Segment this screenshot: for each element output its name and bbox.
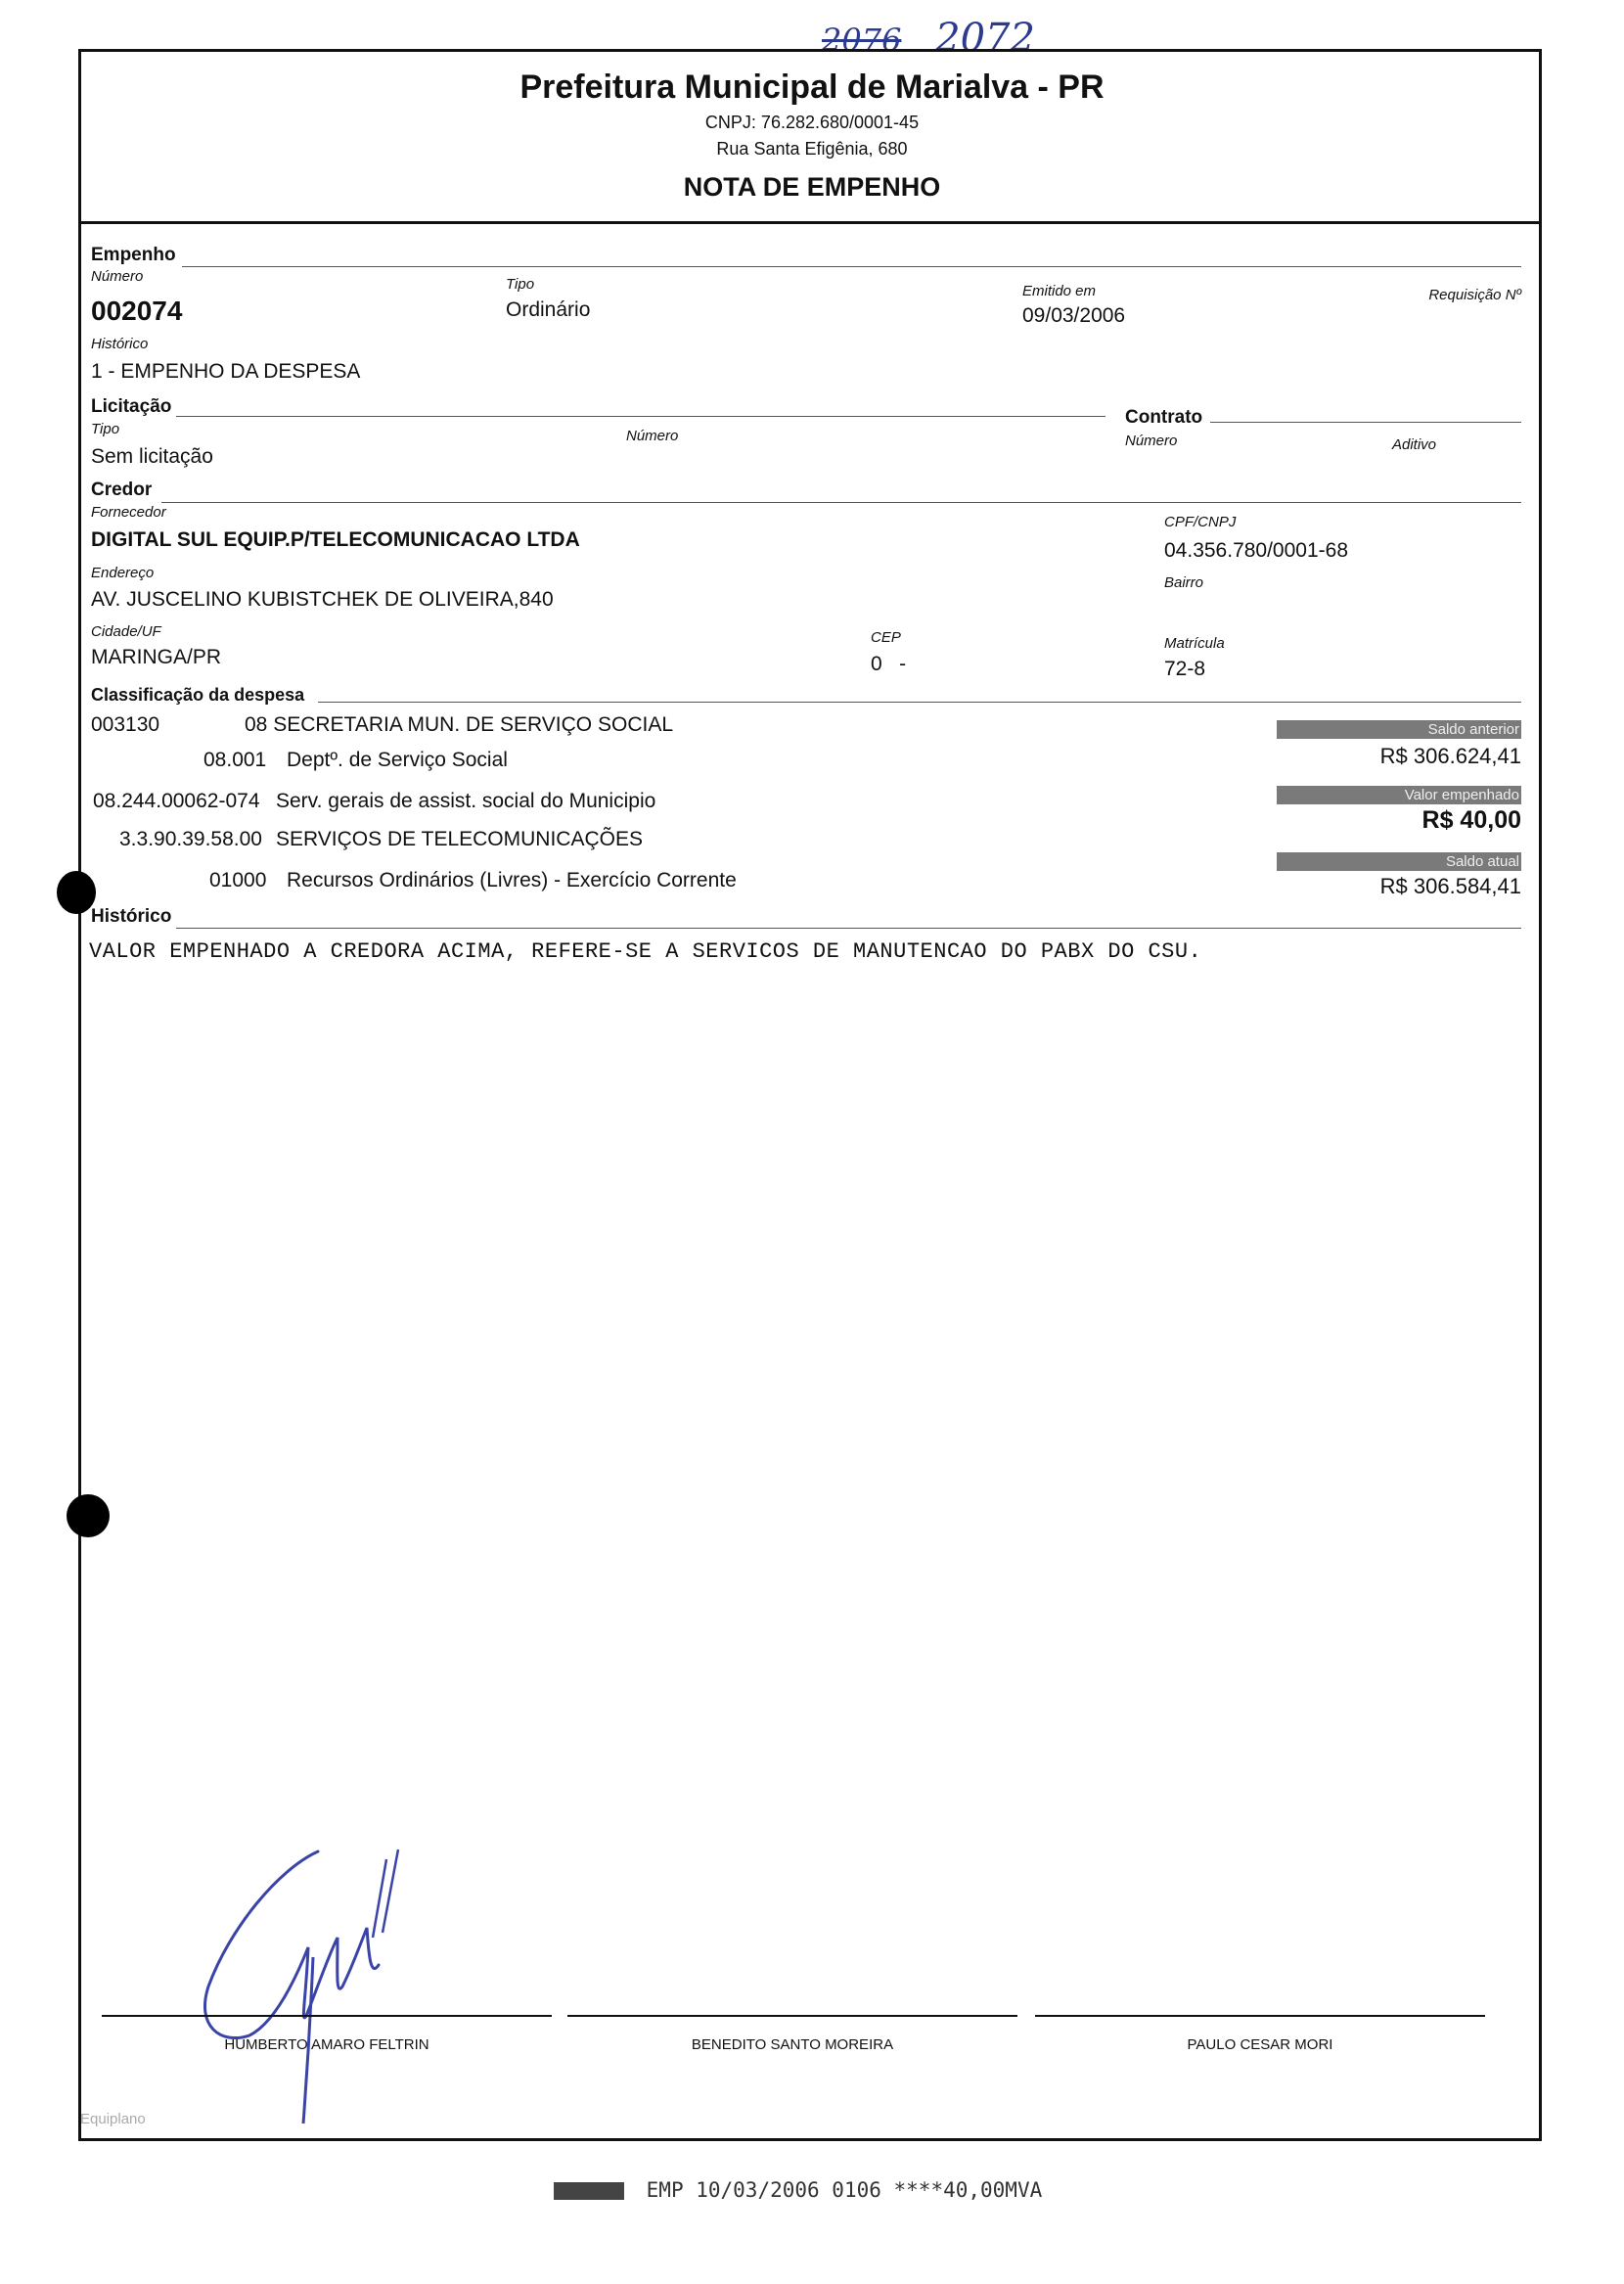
saldo-atual-value: R$ 306.584,41	[1379, 874, 1521, 898]
credor-fornecedor: DIGITAL SUL EQUIP.P/TELECOMUNICACAO LTDA	[91, 528, 580, 551]
municipality-title: Prefeitura Municipal de Marialva - PR	[519, 69, 1105, 106]
label-tipo: Tipo	[506, 276, 535, 293]
print-stamp	[554, 2178, 1042, 2202]
credor-matricula: 72-8	[1164, 658, 1206, 680]
empenho-historico: 1 - EMPENHO DA DESPESA	[91, 360, 361, 383]
class-desc-0: 08 SECRETARIA MUN. DE SERVIÇO SOCIAL	[245, 713, 674, 736]
class-code-1: 08.001	[203, 749, 267, 771]
saldo-anterior-value: R$ 306.624,41	[1379, 744, 1521, 768]
class-code-0: 003130	[91, 713, 160, 736]
software-brand: Equiplano	[80, 2111, 146, 2127]
label-historico-empenho: Histórico	[91, 336, 149, 352]
stamp-text: EMP 10/03/2006 0106 ****40,00MVA	[646, 2178, 1043, 2202]
struck-number: 2076	[822, 22, 902, 59]
municipality-address: Rua Santa Efigênia, 680	[716, 139, 908, 159]
credor-cep: 0 -	[871, 653, 907, 675]
rule	[318, 702, 1521, 703]
section-credor: Credor	[91, 480, 153, 500]
signatory-1: HUMBERTO AMARO FELTRIN	[224, 2036, 429, 2053]
valor-empenhado-value: R$ 40,00	[1421, 806, 1521, 834]
class-desc-1: Deptº. de Serviço Social	[287, 749, 508, 771]
document-title: NOTA DE EMPENHO	[683, 172, 941, 202]
rule	[176, 928, 1521, 929]
class-desc-2: Serv. gerais de assist. social do Municipio	[276, 790, 656, 812]
label-emitido: Emitido em	[1022, 283, 1097, 299]
class-code-3: 3.3.90.39.58.00	[119, 828, 262, 850]
section-historico: Histórico	[91, 906, 172, 927]
section-licitacao: Licitação	[91, 396, 172, 417]
rule	[176, 416, 1105, 417]
label-numero: Número	[91, 268, 144, 285]
signatory-3: PAULO CESAR MORI	[1187, 2036, 1333, 2053]
punch-hole-top	[57, 871, 96, 914]
stamp-logo-icon	[554, 2182, 624, 2200]
saldo-anterior-label: Saldo anterior	[1277, 720, 1521, 739]
label-licitacao-tipo: Tipo	[91, 421, 120, 437]
label-aditivo: Aditivo	[1392, 436, 1437, 453]
label-cep: CEP	[871, 629, 901, 646]
credor-endereco: AV. JUSCELINO KUBISTCHEK DE OLIVEIRA,840	[91, 588, 554, 611]
saldo-atual-label: Saldo atual	[1277, 852, 1521, 871]
credor-cidade: MARINGA/PR	[91, 646, 222, 668]
handwritten-signature	[191, 1840, 445, 2133]
valor-empenhado-label: Valor empenhado	[1277, 786, 1521, 804]
label-cpf: CPF/CNPJ	[1164, 514, 1237, 530]
signatory-2: BENEDITO SANTO MOREIRA	[691, 2036, 894, 2053]
rule	[182, 266, 1521, 267]
label-licitacao-numero: Número	[626, 428, 679, 444]
section-classificacao: Classificação da despesa	[91, 685, 305, 705]
label-fornecedor: Fornecedor	[91, 504, 166, 521]
empenho-tipo: Ordinário	[506, 298, 591, 321]
label-contrato-numero: Número	[1125, 433, 1178, 449]
rule	[1210, 422, 1521, 423]
label-cidade: Cidade/UF	[91, 623, 161, 640]
class-desc-3: SERVIÇOS DE TELECOMUNICAÇÕES	[276, 828, 643, 850]
section-empenho: Empenho	[91, 245, 176, 265]
label-matricula: Matrícula	[1164, 635, 1225, 652]
empenho-numero: 002074	[91, 296, 183, 326]
class-desc-4: Recursos Ordinários (Livres) - Exercício Corrente	[287, 869, 737, 891]
corrected-number: 2072	[935, 16, 1035, 61]
label-requisicao: Requisição Nº	[1428, 287, 1521, 303]
municipality-cnpj: CNPJ: 76.282.680/0001-45	[704, 113, 920, 132]
empenho-emitido: 09/03/2006	[1022, 304, 1126, 327]
label-endereco: Endereço	[91, 565, 155, 581]
historico-text: VALOR EMPENHADO A CREDORA ACIMA, REFERE-SE A SERVICOS DE MANUTENCAO DO PABX DO CSU.	[89, 939, 1202, 964]
signature-line-1	[102, 2015, 552, 2017]
licitacao-tipo: Sem licitação	[91, 445, 213, 468]
punch-hole-bottom	[67, 1494, 110, 1537]
credor-cpf: 04.356.780/0001-68	[1164, 539, 1349, 562]
signature-line-2	[567, 2015, 1017, 2017]
class-code-2: 08.244.00062-074	[93, 790, 260, 812]
header-divider	[78, 221, 1539, 224]
rule	[161, 502, 1521, 503]
class-code-4: 01000	[209, 869, 267, 891]
section-contrato: Contrato	[1125, 407, 1203, 428]
signature-line-3	[1035, 2015, 1485, 2017]
label-bairro: Bairro	[1164, 574, 1204, 591]
